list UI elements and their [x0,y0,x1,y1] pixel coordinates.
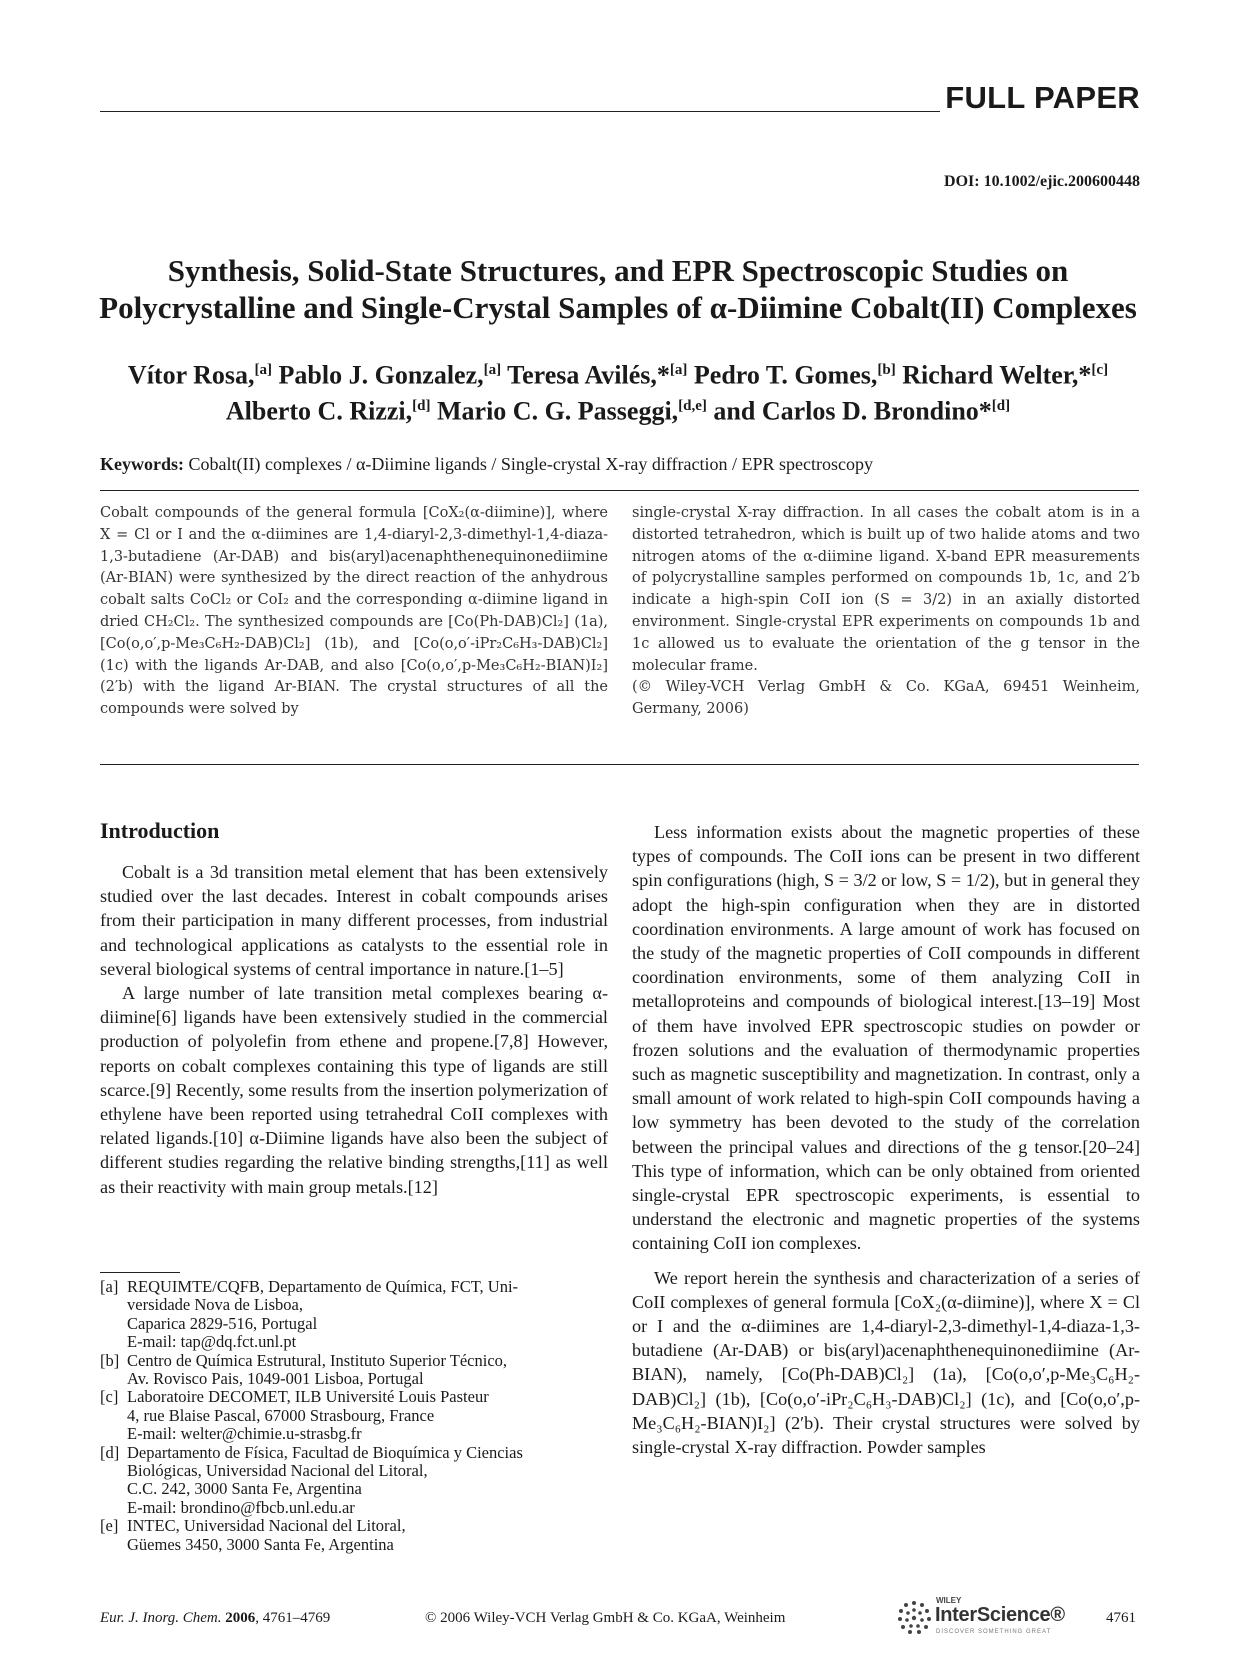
author: Mario C. G. Passeggi, [430,396,679,426]
affiliation-mark: [d] [412,397,431,414]
page-number: 4761 [1106,1610,1136,1626]
footnote-tag: [a] [100,1277,119,1296]
journal-year: 2006 [225,1610,256,1626]
footnote-line: REQUIMTE/CQFB, Departamento de Química, FCT, Uni- [127,1277,519,1296]
affiliation-mark: [a] [254,362,273,378]
article-title [60,252,1176,326]
footnote [100,1278,608,1352]
paragraph: We report herein the synthesis and characterization of a series of CoII complexes of general formula [CoX₂(α-diimine)], where X = Cl or I and the α-diimines are 1,4-diaryl-2,3-dimethyl-1,4-diaza-1,3-butadiene (Ar-DAB) or bis(aryl)acenaphthenequinonediimine (Ar-BIAN), namely, [Co(Ph-DAB)Cl₂] (1a), [Co(o,o′,p-Me₃C₆H₂-DAB)Cl₂] (1b), [Co(o,o′-iPr₂C₆H₃-DAB)Cl₂] (1c), and [Co(o,o′,p-Me₃C₆H₂-BIAN)I₂] (2′b). Their crystal structures were solved by single-crystal X-ray diffraction. Powder samples [632,1267,1140,1458]
abstract-copyright: (© Wiley-VCH Verlag GmbH & Co. KGaA, 69451 Weinheim, Germany, 2006) [632,679,1140,718]
author: Alberto C. Rizzi, [225,396,413,426]
author-line [60,391,1176,427]
affiliation-mark: [d] [991,397,1011,414]
abstract-text: Cobalt compounds of the general formula [CoX₂(α-diimine)], where X = Cl or I and the α-diimines are 1,4-diaryl-2,3-dimethyl-1,4-diaza-1,3-butadiene (Ar-DAB) and bis(aryl)acenaphthenequinonediimine (Ar-BIAN) were synthesized by the direct reaction of the anhydrous cobalt salts CoCl₂ or CoI₂ and the corresponding α-diimine ligand in dried CH₂Cl₂. The synthesized compounds are [Co(Ph-DAB)Cl₂] (1a), [Co(o,o′,p-Me₃C₆H₂-DAB)Cl₂] (1b), and [Co(o,o′-iPr₂C₆H₃-DAB)Cl₂] (1c) with the ligands Ar-DAB, and also [Co(o,o′,p-Me₃C₆H₂-BIAN)I₂] (2′b) with the ligand Ar-BIAN. The crystal structures of all the compounds were solved by [100,505,608,718]
author-line [60,355,1176,391]
abstract-bottom-rule [100,764,1139,765]
footnote-line: Laboratoire DECOMET, ILB Université Louis Pasteur [127,1387,489,1407]
author: Vítor Rosa, [127,360,255,390]
abstract-left-column [100,503,608,721]
author: Pablo J. Gonzalez, [272,360,484,390]
paragraph: Cobalt is a 3d transition metal element that has been extensively studied over the last decades. Interest in cobalt compounds arises from their participation in many different processes, from industrial and technological applications as catalysts to the essential role in several biological systems of central importance in nature.[1–5] [100,862,608,979]
footnote-tag: [c] [100,1387,119,1407]
footnote-line: Biológicas, Universidad Nacional del Litoral, [127,1461,428,1481]
author: Pedro T. Gomes, [687,360,878,390]
keywords-text: Cobalt(II) complexes / α-Diimine ligands / Single-crystal X-ray diffraction / EPR spectroscopy [184,454,873,474]
footnote [100,1444,608,1518]
section-label: FULL PAPER [945,80,1140,115]
body-right-column [632,820,1140,1459]
footnote-rule [100,1272,180,1273]
footnote-line: Caparica 2829-516, Portugal [127,1313,318,1333]
header-rule [100,111,940,112]
author: Richard Welter,* [895,360,1092,390]
author: and Carlos D. Brondino* [706,396,992,426]
body-left-column [100,860,608,1199]
footnote-line: Centro de Química Estrutural, Instituto Superior Técnico, [127,1350,508,1370]
footnote-line: Av. Rovisco Pais, 1049-001 Lisboa, Portugal [127,1369,424,1389]
footnote-line: INTEC, Universidad Nacional del Litoral, [127,1516,406,1536]
footnote-email[interactable]: E-mail: tap@dq.fct.unl.pt [127,1332,297,1352]
logo-tagline: DISCOVER SOMETHING GREAT [936,1629,1052,1635]
footer-copyright: © 2006 Wiley-VCH Verlag GmbH & Co. KGaA, Weinheim [425,1610,786,1626]
footnote-email[interactable]: E-mail: welter@chimie.u-strasbg.fr [127,1424,362,1444]
logo-wiley: WILEY [936,1596,962,1605]
abstract-text: single-crystal X-ray diffraction. In all cases the cobalt atom is in a distorted tetrahedron, which is built up of two halide atoms and two nitrogen atoms of the α-diimine ligand. X-band EPR measurements of polycrystalline samples performed on compounds 1b, 1c, and 2′b indicate a high-spin CoII ion (S = 3/2) in an axially distorted environment. Single-crystal EPR experiments on compounds 1b and 1c allowed us to evaluate the orientation of the g tensor in the molecular frame. [632,505,1140,674]
footnote [100,1517,608,1554]
abstract-right-column [632,503,1140,721]
section-heading: Introduction [100,818,220,843]
footnote-email[interactable]: E-mail: brondino@fbcb.unl.edu.ar [127,1497,355,1517]
affiliation-mark: [b] [877,362,896,378]
footnote-tag: [e] [100,1516,119,1536]
footnote [100,1388,608,1443]
author-list [60,355,1176,426]
affiliation-mark: [a] [669,362,688,378]
footnote-line: 4, rue Blaise Pascal, 67000 Strasbourg, France [127,1405,435,1425]
interscience-logo[interactable] [896,1596,1086,1636]
footnote-tag: [d] [100,1442,120,1462]
affiliation-mark: [c] [1091,362,1109,378]
title-line: Polycrystalline and Single-Crystal Samples of α-Diimine Cobalt(II) Complexes [99,290,1137,325]
doi[interactable]: DOI: 10.1002/ejic.200600448 [944,173,1140,190]
keywords-label: Keywords: [100,454,184,474]
title-line: Synthesis, Solid-State Structures, and EPR Spectroscopic Studies on [167,253,1069,288]
author: Teresa Avilés,* [501,360,670,390]
globe-icon [896,1599,932,1635]
footnote-line: Güemes 3450, 3000 Santa Fe, Argentina [127,1534,394,1554]
footnote [100,1352,608,1389]
abstract-top-rule [100,490,1139,491]
journal-pages: , 4761–4769 [255,1610,331,1626]
paragraph: Less information exists about the magnetic properties of these types of compounds. The CoII ions can be present in two different spin configurations (high, S = 3/2 or low, S = 1/2), but in general they adopt the high-spin configuration when they are in distorted coordination environments. A large amount of work has focused on the study of the magnetic properties of CoII compounds in different coordination environments, some of them analyzing CoII in metalloproteins and compounds of biological interest.[13–19] Most of them have involved EPR spectroscopic studies on powder or frozen solutions and the evaluation of thermodynamic properties such as magnetic susceptibility and magnetization. In contrast, only a small amount of work related to high-spin CoII compounds having a low symmetry has been devoted to the study of the correlation between the principal values and directions of the g tensor.[20–24] This type of information, which can be only obtained from oriented single-crystal EPR spectroscopic experiments, is essential to understand the electronic and magnetic properties of the systems containing CoII ion complexes. [632,822,1140,1254]
affiliation-mark: [d,e] [678,397,707,414]
logo-brand: InterScience® [935,1604,1065,1626]
journal-name: Eur. J. Inorg. Chem. [100,1610,222,1626]
paragraph: A large number of late transition metal complexes bearing α-diimine[6] ligands have been extensively studied in the commercial production of polyolefin from ethene and propene.[7,8] However, reports on cobalt complexes containing this type of ligands are still scarce.[9] Recently, some results from the insertion polymerization of ethylene have been reported using tetrahedral CoII complexes with related ligands.[10] α-Diimine ligands have also been the subject of different studies regarding the relative binding strengths,[11] as well as their reactivity with main group metals.[12] [100,983,608,1197]
affiliation-mark: [a] [483,362,502,378]
footnote-tag: [b] [100,1350,120,1370]
footnote-line: Departamento de Física, Facultad de Bioquímica y Ciencias [127,1442,523,1462]
footer-citation [100,1610,330,1627]
keywords [100,454,1140,475]
affiliation-footnotes [100,1278,608,1554]
footnote-line: C.C. 242, 3000 Santa Fe, Argentina [127,1479,362,1499]
footnote-line: versidade Nova de Lisboa, [127,1295,303,1315]
